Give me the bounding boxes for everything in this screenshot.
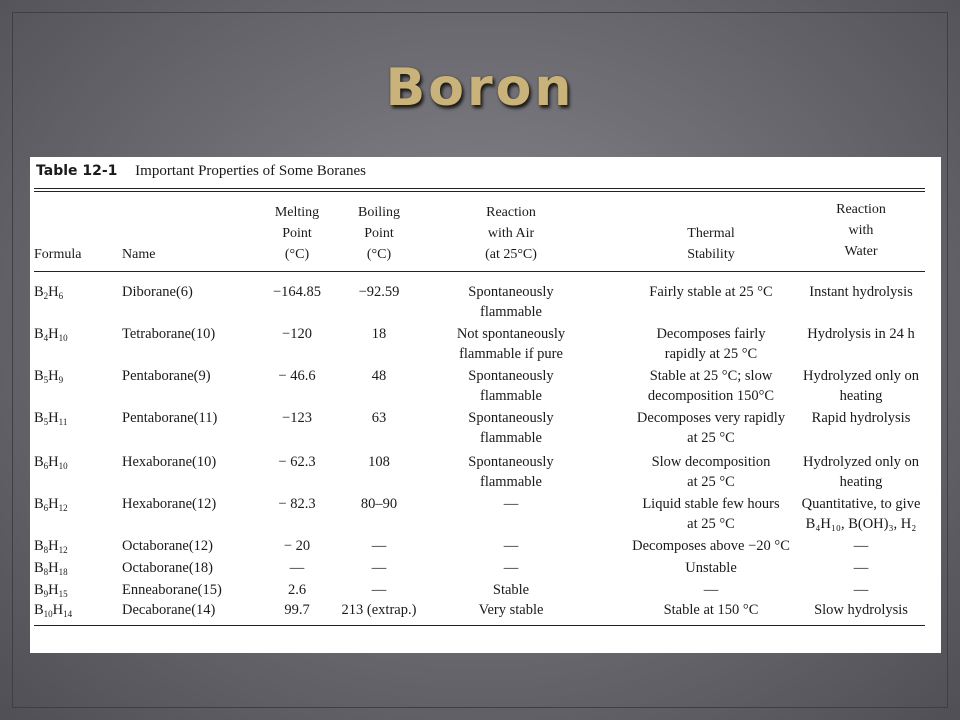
cell-formula: $B_6H_{10}$	[34, 454, 68, 471]
cell-thermal: Stable at 25 °C; slow	[649, 368, 773, 384]
cell-melting: − 62.3	[278, 454, 316, 470]
cell-name: Octaborane(12)	[122, 538, 213, 554]
cell-thermal: Stable at 150 °C	[663, 602, 759, 618]
cell-name: Octaborane(18)	[122, 560, 213, 576]
header-melting: Melting	[274, 205, 320, 220]
cell-thermal: —	[703, 582, 719, 598]
header-formula: Formula	[34, 247, 82, 262]
header-water: Reaction	[836, 202, 886, 217]
cell-air: Not spontaneously	[456, 326, 566, 342]
bottom-rule	[34, 625, 925, 626]
cell-formula: $B_{10}H_{14}$	[34, 602, 73, 619]
cell-water: B₄H₁₀, B(OH)₃, H₂	[805, 516, 917, 532]
cell-formula: $B_5H_9$	[34, 368, 64, 385]
cell-water: Hydrolysis in 24 h	[807, 326, 915, 342]
header-melting: (°C)	[284, 247, 310, 262]
cell-boiling: 213 (extrap.)	[341, 602, 417, 618]
cell-air: —	[503, 560, 519, 576]
cell-boiling: 80–90	[360, 496, 398, 512]
cell-water: heating	[839, 388, 883, 404]
cell-water: Quantitative, to give	[801, 496, 921, 512]
cell-thermal: Unstable	[685, 560, 737, 576]
cell-boiling: −92.59	[358, 284, 400, 300]
header-boiling: Point	[364, 226, 394, 241]
cell-formula: $B_9H_{15}$	[34, 582, 68, 599]
cell-melting: 99.7	[284, 602, 310, 618]
cell-air: —	[503, 538, 519, 554]
cell-boiling: —	[371, 538, 387, 554]
cell-water: heating	[839, 474, 883, 490]
header-thermal: Thermal	[687, 226, 735, 241]
cell-air: flammable	[479, 304, 542, 320]
cell-boiling: 48	[371, 368, 387, 384]
cell-melting: − 20	[283, 538, 311, 554]
header-boiling: (°C)	[366, 247, 392, 262]
cell-boiling: —	[371, 560, 387, 576]
header-boiling: Boiling	[357, 205, 400, 220]
cell-thermal: Decomposes fairly	[656, 326, 766, 342]
cell-thermal: at 25 °C	[687, 516, 735, 532]
header-water: Water	[844, 244, 878, 259]
cell-boiling: —	[371, 582, 387, 598]
header-name: Name	[122, 247, 156, 262]
cell-air: flammable if pure	[459, 346, 563, 362]
cell-name: Enneaborane(15)	[122, 582, 222, 598]
cell-formula: $B_2H_6$	[34, 284, 64, 301]
cell-air: Spontaneously	[468, 368, 554, 384]
cell-boiling: 108	[368, 454, 390, 470]
cell-water: Hydrolyzed only on	[803, 454, 919, 470]
header-rule	[34, 271, 925, 272]
cell-air: Spontaneously	[468, 410, 554, 426]
header-air: Reaction	[486, 205, 536, 220]
cell-air: Stable	[492, 582, 530, 598]
header-melting: Point	[282, 226, 312, 241]
cell-air: flammable	[479, 474, 542, 490]
cell-formula: $B_8H_{12}$	[34, 538, 68, 555]
cell-air: flammable	[479, 388, 542, 404]
cell-thermal: rapidly at 25 °C	[664, 346, 758, 362]
cell-name: Tetraborane(10)	[122, 326, 216, 342]
cell-water: —	[853, 582, 869, 598]
header-water: with	[848, 223, 874, 238]
cell-water: Instant hydrolysis	[809, 284, 913, 300]
cell-air: flammable	[479, 430, 542, 446]
header-air: (at 25°C)	[485, 247, 537, 262]
cell-boiling: 18	[371, 326, 387, 342]
cell-boiling: 63	[371, 410, 387, 426]
cell-name: Diborane(6)	[122, 284, 193, 300]
cell-air: Spontaneously	[468, 284, 554, 300]
cell-melting: —	[289, 560, 305, 576]
cell-melting: −120	[282, 326, 312, 342]
cell-thermal: Decomposes above −20 °C	[632, 538, 790, 554]
cell-thermal: at 25 °C	[687, 430, 735, 446]
cell-formula: $B_8H_{18}$	[34, 560, 68, 577]
table-label: Table 12-1	[36, 163, 118, 179]
cell-thermal: decomposition 150°C	[647, 388, 775, 404]
cell-formula: $B_6H_{12}$	[34, 496, 68, 513]
cell-thermal: Decomposes very rapidly	[636, 410, 786, 426]
top-rule-double	[34, 191, 925, 192]
cell-name: Pentaborane(9)	[122, 368, 211, 384]
cell-melting: −123	[282, 410, 312, 426]
table-image	[30, 157, 941, 653]
cell-formula: $B_5H_{11}$	[34, 410, 68, 427]
cell-thermal: at 25 °C	[687, 474, 735, 490]
cell-name: Pentaborane(11)	[122, 410, 218, 426]
cell-melting: − 46.6	[278, 368, 316, 384]
cell-water: Rapid hydrolysis	[811, 410, 911, 426]
top-rule	[34, 188, 925, 189]
cell-name: Hexaborane(10)	[122, 454, 217, 470]
header-air: with Air	[487, 226, 535, 241]
cell-air: —	[503, 496, 519, 512]
slide-title: Boron	[385, 58, 575, 118]
cell-water: —	[853, 538, 869, 554]
cell-air: Spontaneously	[468, 454, 554, 470]
cell-thermal: Fairly stable at 25 °C	[649, 284, 773, 300]
table-caption-text: Important Properties of Some Boranes	[135, 163, 366, 179]
cell-name: Hexaborane(12)	[122, 496, 217, 512]
cell-water: Hydrolyzed only on	[803, 368, 919, 384]
cell-air: Very stable	[478, 602, 544, 618]
cell-melting: − 82.3	[278, 496, 316, 512]
cell-water: —	[853, 560, 869, 576]
cell-formula: $B_4H_{10}$	[34, 326, 68, 343]
cell-name: Decaborane(14)	[122, 602, 216, 618]
cell-water: Slow hydrolysis	[814, 602, 908, 618]
table-caption	[36, 163, 366, 180]
cell-melting: 2.6	[287, 582, 307, 598]
header-thermal: Stability	[687, 247, 735, 262]
cell-thermal: Slow decomposition	[651, 454, 771, 470]
cell-thermal: Liquid stable few hours	[642, 496, 780, 512]
cell-melting: −164.85	[272, 284, 322, 300]
